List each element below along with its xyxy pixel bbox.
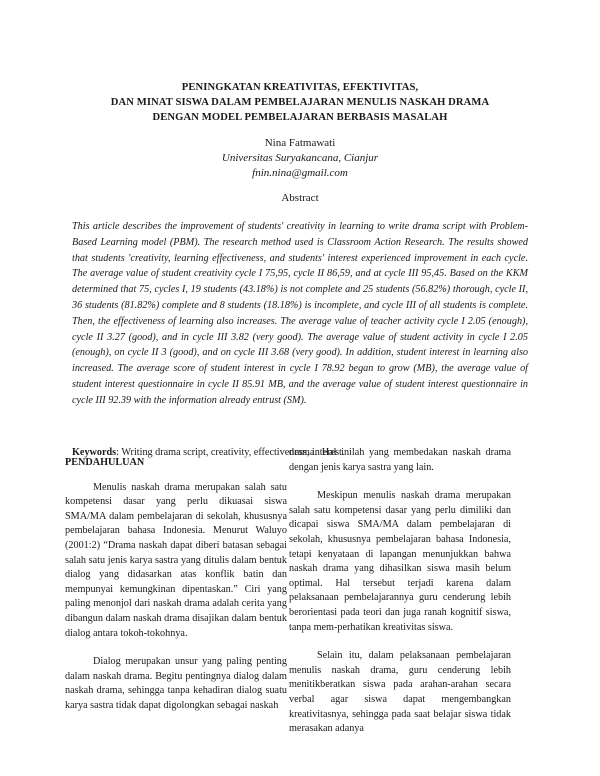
keywords-text: : Writing drama script, creativity, effectiveness, interest.: [116, 447, 345, 458]
paragraph: Dialog merupakan unsur yang paling penting dalam naskah drama. Begitu pentingnya dialog dalam naskah drama, sehingga tanpa kehadiran dialog suatu karya sastra tidak dapat digolongkan sebagai naskah: [65, 656, 287, 711]
section-heading: PENDAHULUAN: [65, 457, 145, 468]
paragraph: Meskipun menulis naskah drama merupakan salah satu kompetensi dasar yang perlu dimiliki dan dicapai siswa SMA/MA dalam pembelajaran di sekolah, khususnya pembelajaran bahasa Indonesia, tetapi kenyataan di lapangan menunjukkan bahwa naskah drama yang dihasilkan siswa masih belum optimal. Hal tersebut terjadi karena dalam pelaksanaan pembelajarannya guru cenderung lebih berorientasi pada teori dan juga ranah kognitif siswa, tanpa mem-perhatikan kreativitas siswa.: [289, 490, 511, 633]
left-column: [65, 446, 287, 714]
abstract-heading: Abstract: [281, 192, 319, 204]
author-block: [40, 136, 560, 181]
keywords-label: Keywords: [72, 447, 117, 458]
author-affiliation: Universitas Suryakancana, Cianjur: [221, 152, 379, 164]
title-line-2: DAN MINAT SISWA DALAM PEMBELAJARAN MENULIS NASKAH DRAMA: [110, 97, 490, 108]
paragraph: Selain itu, dalam pelaksanaan pembelajaran menulis naskah drama, guru cenderung lebih menitikberatkan siswa pada arahan-arahan secara verbal agar siswa dapat mengembangkan kreativitasnya, sehingga pada saat belajar siswa tidak merasakan adanya: [289, 650, 511, 735]
title-line-3: DENGAN MODEL PEMBELAJARAN BERBASIS MASALAH: [152, 112, 448, 123]
author-name: Nina Fatmawati: [264, 137, 336, 149]
author-email: fnin.nina@gmail.com: [252, 167, 348, 179]
paragraph-continuation: drama. Hal inilah yang membedakan naskah drama dengan jenis karya sastra yang lain.: [289, 447, 511, 473]
paragraph: Menulis naskah drama merupakan salah satu kompetensi dasar yang perlu dikuasai siswa SMA/MA dalam pembelajaran di sekolah, khususnya pembelajaran bahasa Indonesia. Menurut Waluyo (2001:2) “Drama naskah dapat diberi batasan sebagai salah satu jenis karya sastra yang ditulis dalam bentuk dialog yang didasarkan atas konflik batin dan mempunyai kemungkinan dipentaskan.” Ciri yang paling menonjol dari naskah drama adalah cerita yang dibangun dalam naskah drama disajikan dalam bentuk dialog antara tokoh-tokohnya.: [65, 481, 287, 639]
paper-title: [40, 80, 560, 125]
abstract-text: This article describes the improvement of students' creativity in learning to write drama script with Problem-Based Learning model (PBM). The research method used is Classroom Action Research. The results showed that students 'creativity, learning effectiveness, and students' interest experienced improvement in each cycle. The average value of student creativity cycle I 75,95, cycle II 86,59, and at cycle III 95,45. Based on the KKM determined that 75, cycles I, 19 students (43.18%) is not complete and 25 students (56.82%) thorough, cycle II, 36 students (81.82%) complete and 8 students (18.18%) is incomplete, and cycle III of all students is complete. Then, the effectiveness of learning also increases. The average value of teacher activity cycle I 2.05 (enough), cycle II 3.27 (good), and in cycle III 3.82 (very good). The average value of student activity in cycle I 2.05 (enough), on cycle II 3 (good), and on cycle III 3.68 (very good). In addition, student interest in learning also increased. The average score of student interest in cycle I 78.92 began to grow (MB), the average value of student interest questionnaire in cycle II 85.91 MB, and the average value of student interest questionnaire in cycle III 92.39 with the information already entrust (SM).: [72, 221, 528, 406]
right-column: [289, 446, 511, 737]
title-line-1: PENINGKATAN KREATIVITAS, EFEKTIVITAS,: [181, 82, 419, 93]
